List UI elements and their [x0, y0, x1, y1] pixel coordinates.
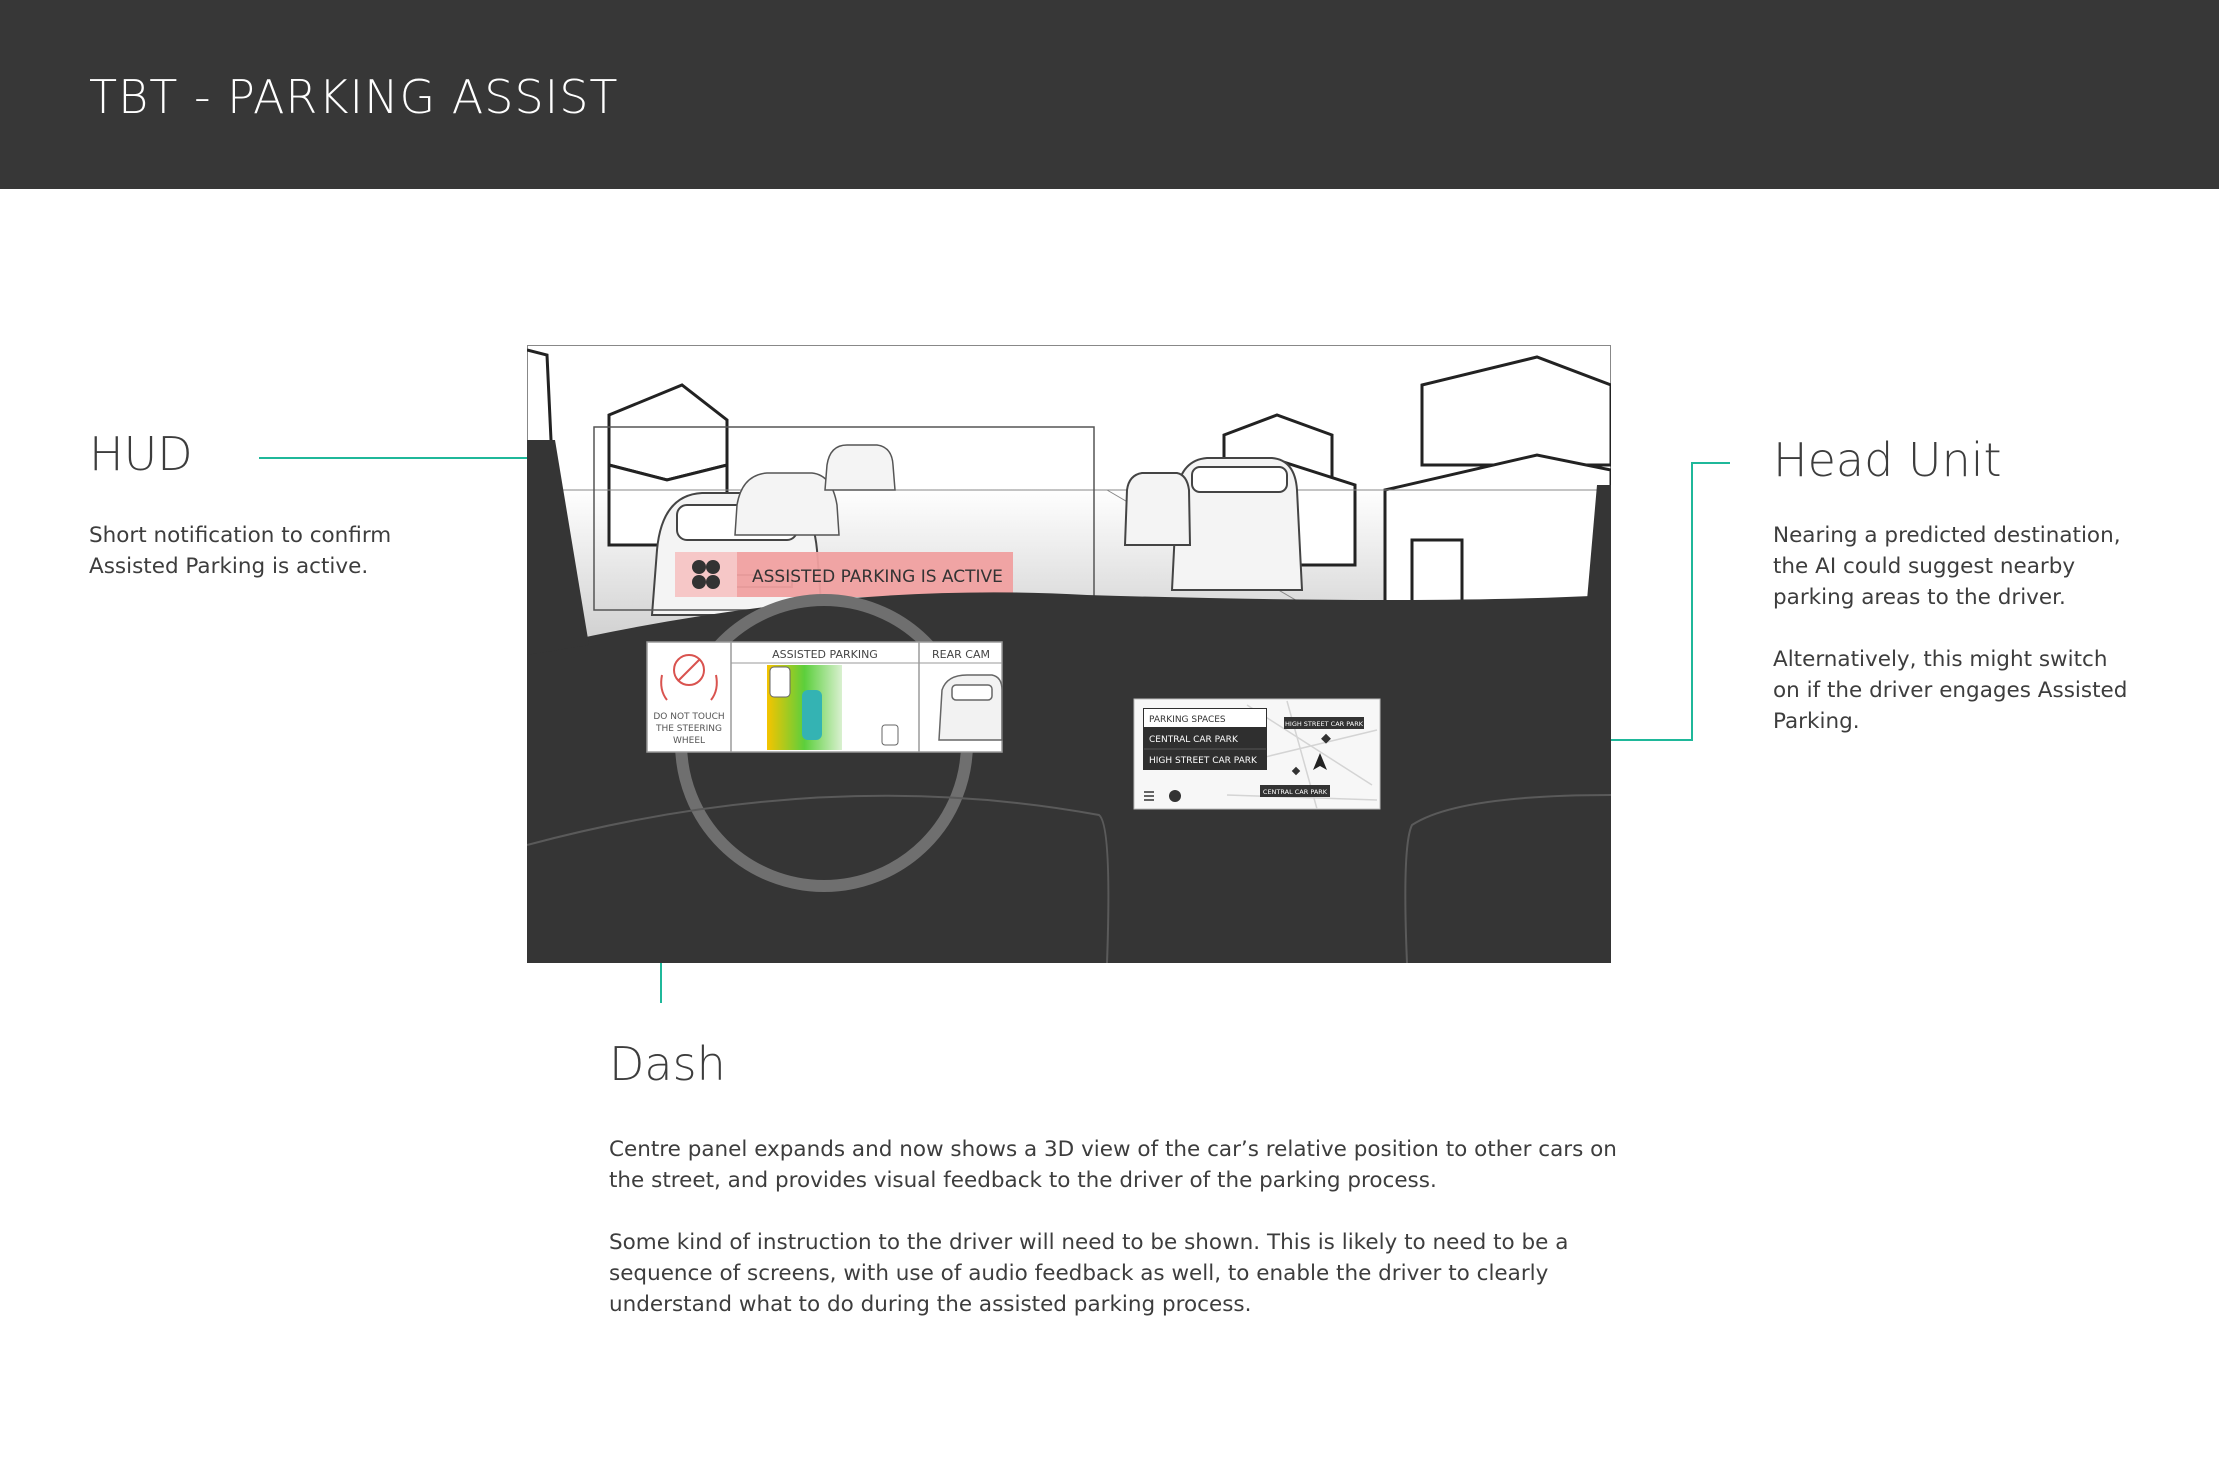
- rear-cam-view: [939, 675, 1002, 740]
- parking-list-title: PARKING SPACES: [1149, 715, 1226, 725]
- hud-notification-text: ASSISTED PARKING IS ACTIVE: [752, 567, 1003, 587]
- map-label-high-street: HIGH STREET CAR PARK: [1285, 720, 1363, 728]
- parked-car-marker: [770, 667, 790, 697]
- head-unit-description: Nearing a predicted destination, the AI could suggest nearby parking areas to the driver. Alternatively, this might switch on if the driver engages Assisted Parking.: [1773, 523, 2128, 734]
- parking-list-item-2[interactable]: HIGH STREET CAR PARK: [1149, 756, 1257, 766]
- head-unit-screen: [1134, 699, 1380, 809]
- dash-description: Centre panel expands and now shows a 3D view of the car’s relative position to other cars on the street, and provides visual feedback to the driver of the parking process. Some kind of instruction to the driver will need to be shown. This is likely to need to be a sequence of screens, with use of audio feedback as well, to enable the driver to clearly understand what to do during the assisted parking process.: [609, 1137, 1617, 1317]
- parking-list-item-1[interactable]: CENTRAL CAR PARK: [1149, 735, 1238, 745]
- hud-heading: HUD: [89, 427, 193, 481]
- voice-assistant-icon[interactable]: [1169, 790, 1181, 802]
- own-car-marker: [802, 690, 822, 740]
- dash-heading: Dash: [609, 1037, 726, 1091]
- car-interior-scene: [527, 345, 1611, 963]
- map-label-central: CENTRAL CAR PARK: [1262, 788, 1328, 796]
- page-title: TBT - PARKING ASSIST: [89, 70, 619, 124]
- warning-line-2: THE STEERING: [655, 724, 723, 734]
- hud-notification: [675, 552, 1013, 597]
- warning-line-1: DO NOT TOUCH: [653, 712, 725, 722]
- rear-cam-label: REAR CAM: [932, 648, 990, 661]
- hud-description: Short notification to confirm Assisted Parking is active.: [89, 523, 392, 579]
- hud-icon-background: [675, 552, 737, 597]
- warning-line-3: WHEEL: [672, 736, 706, 746]
- dash-cluster-panel: [647, 642, 1002, 752]
- head-unit-heading: Head Unit: [1773, 433, 2002, 487]
- assisted-parking-title: ASSISTED PARKING: [772, 648, 878, 661]
- parked-car-marker-2: [882, 725, 898, 745]
